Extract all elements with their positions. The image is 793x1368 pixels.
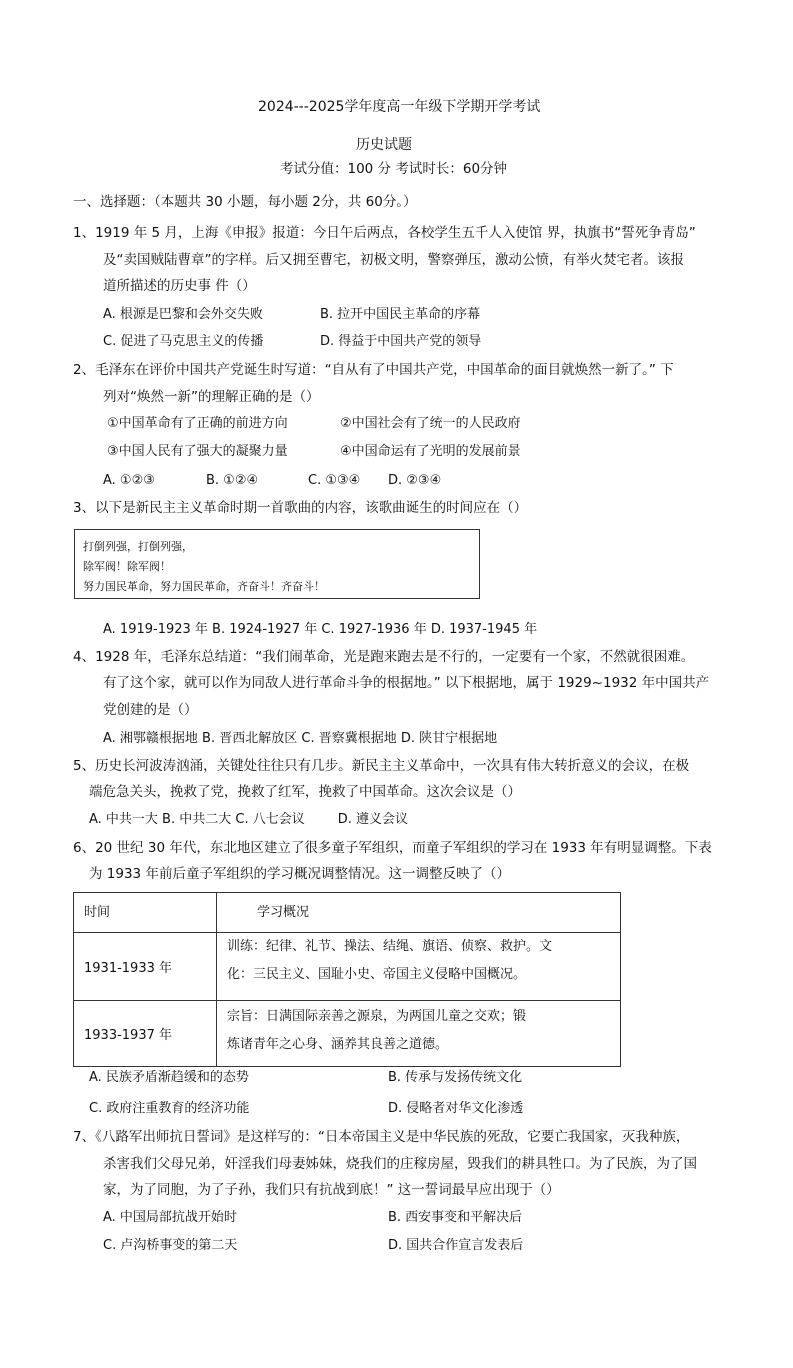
question-line: 有了这个家，就可以作为同敌人进行革命斗争的根据地。” 以下根据地，属于 1929~1932 年中国共产 xyxy=(103,675,710,691)
options-line[interactable]: A. 1919-1923 年 B. 1924-1927 年 C. 1927-1936 年 D. 1937-1945 年 xyxy=(103,622,538,637)
option-a[interactable]: A. 中国局部抗战开始时 xyxy=(103,1210,237,1225)
question-line: 2、毛泽东在评价中国共产党诞生时写道：“自从有了中国共产党，中国革命的面目就焕然一新了。” 下 xyxy=(73,362,674,378)
table-header-row xyxy=(74,893,621,933)
lyric-line: 除军阀！除军阀！ xyxy=(83,560,171,573)
table-header-time: 时间 xyxy=(84,905,111,920)
table-header-overview: 学习概况 xyxy=(257,905,310,920)
question-line: 党创建的是（） xyxy=(103,702,198,718)
option-d[interactable]: D. 侵略者对华文化渗透 xyxy=(388,1101,524,1116)
table-cell-period: 1931-1933 年 xyxy=(84,961,172,976)
table-cell-line: 训练：纪律、礼节、操法、结绳、旗语、侦察、救护。文 xyxy=(227,939,553,954)
statement-4: ④中国命运有了光明的发展前景 xyxy=(340,444,521,459)
option-d[interactable]: D. 得益于中国共产党的领导 xyxy=(320,334,482,349)
table-row xyxy=(74,1001,621,1067)
table-cell-period: 1933-1937 年 xyxy=(84,1028,172,1043)
question-line: 4、1928 年，毛泽东总结道：“我们闹革命，光是跑来跑去是不行的，一定要有一个家，不然就很困难。 xyxy=(73,649,695,665)
exam-title: 2024---2025学年度高一年级下学期开学考试 xyxy=(258,99,541,115)
option-c[interactable]: C. ①③④ xyxy=(308,473,361,488)
exam-info: 考试分值：100 分 考试时长：60分钟 xyxy=(280,161,508,177)
table-row xyxy=(74,933,621,1001)
statement-1: ①中国革命有了正确的前进方向 xyxy=(107,416,288,431)
option-c[interactable]: C. 政府注重教育的经济功能 xyxy=(89,1101,250,1116)
option-d[interactable]: D. 国共合作宣言发表后 xyxy=(388,1238,524,1253)
section-heading: 一、选择题：（本题共 30 小题，每小题 2分，共 60分。） xyxy=(73,194,417,210)
statement-3: ③中国人民有了强大的凝聚力量 xyxy=(107,444,288,459)
question-line: 1、1919 年 5 月，上海《申报》报道：今日午后两点，各校学生五千人入使馆 界，执旗书“誓死争青岛” xyxy=(73,225,696,241)
question-line: 端危急关头，挽救了党，挽救了红军，挽救了中国革命。这次会议是（） xyxy=(89,784,521,800)
option-c[interactable]: C. 卢沟桥事变的第二天 xyxy=(103,1238,238,1253)
option-c[interactable]: C. 促进了马克思主义的传播 xyxy=(103,334,264,349)
study-overview-table xyxy=(73,892,621,1067)
options-line[interactable]: A. 湘鄂赣根据地 B. 晋西北解放区 C. 晋察冀根据地 D. 陕甘宁根据地 xyxy=(103,731,498,746)
lyric-line: 努力国民革命，努力国民革命，齐奋斗！齐奋斗！ xyxy=(83,580,325,593)
option-b[interactable]: B. 西安事变和平解决后 xyxy=(388,1210,523,1225)
option-b[interactable]: B. ①②④ xyxy=(206,473,259,488)
question-line: 杀害我们父母兄弟，奸淫我们母妻姊妹，烧我们的庄稼房屋，毁我们的耕具牲口。为了民族，为了国 xyxy=(103,1156,697,1172)
question-line: 及“卖国贼陆曹章”的字样。后又拥至曹宅，初极文明，警察弹压，激动公愤，有举火焚宅者。该报 xyxy=(103,252,684,268)
option-b[interactable]: B. 传承与发扬传统文化 xyxy=(388,1070,523,1085)
question-line: 6、20 世纪 30 年代，东北地区建立了很多童子军组织，而童子军组织的学习在 1933 年有明显调整。下表 xyxy=(73,840,712,856)
question-line: 道所描述的历史事 件（） xyxy=(103,278,256,294)
table-cell-line: 宗旨：日满国际亲善之源泉，为两国儿童之交欢；锻 xyxy=(227,1009,527,1024)
question-line: 为 1933 年前后童子军组织的学习概况调整情况。这一调整反映了（） xyxy=(89,866,510,882)
option-d[interactable]: D. ②③④ xyxy=(388,473,442,488)
song-lyrics-box xyxy=(74,529,480,599)
question-line: 列对“焕然一新”的理解正确的是（） xyxy=(103,389,320,405)
option-b[interactable]: B. 拉开中国民主革命的序幕 xyxy=(320,307,481,322)
question-line: 家，为了同胞，为了子孙，我们只有抗战到底！” 这一誓词最早应出现于（） xyxy=(103,1182,560,1198)
options-line[interactable]: A. 中共一大 B. 中共二大 C. 八七会议 D. 遵义会议 xyxy=(89,812,409,827)
question-line: 3、以下是新民主主义革命时期一首歌曲的内容，该歌曲诞生的时间应在（） xyxy=(73,500,528,516)
table-cell-line: 炼诸青年之心身、涵养其良善之道德。 xyxy=(227,1037,449,1052)
lyric-line: 打倒列强，打倒列强， xyxy=(83,540,193,553)
subject-title: 历史试题 xyxy=(356,137,412,153)
statement-2: ②中国社会有了统一的人民政府 xyxy=(340,416,521,431)
question-line: 5、历史长河波涛汹涌，关键处往往只有几步。新民主主义革命中，一次具有伟大转折意义的会议，在极 xyxy=(73,758,690,774)
option-a[interactable]: A. 根源是巴黎和会外交失败 xyxy=(103,307,263,322)
option-a[interactable]: A. 民族矛盾渐趋缓和的态势 xyxy=(89,1070,249,1085)
option-a[interactable]: A. ①②③ xyxy=(103,473,155,488)
table-cell-line: 化：三民主义、国耻小史、帝国主义侵略中国概况。 xyxy=(227,967,527,982)
question-line: 7、《八路军出师抗日誓词》是这样写的：“日本帝国主义是中华民族的死敌，它要亡我国家，灭我种族， xyxy=(73,1129,690,1145)
